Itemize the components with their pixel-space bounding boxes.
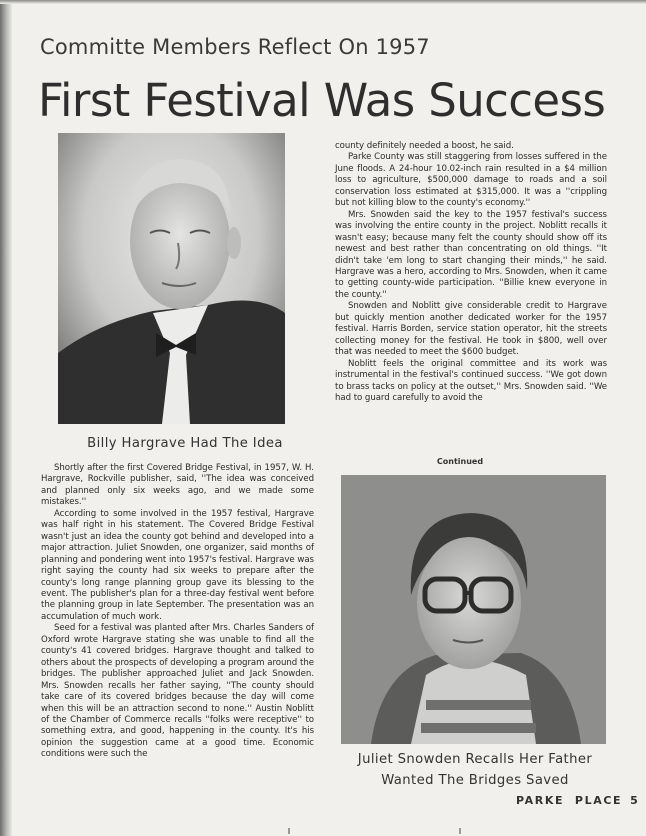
photo-caption	[330, 749, 620, 791]
page-number: 5	[630, 794, 640, 807]
scan-mark	[288, 828, 290, 834]
top-edge-shadow	[0, 0, 646, 4]
binding-shadow	[0, 0, 12, 836]
paragraph: Snowden and Noblitt give considerable credit to Hargrave but quickly mention another dedicated worker for the 1957 festival. Harris Borden, service station operator, hit the streets collecting money for the festival. He took in $800, well over that was needed to meet the $600 budget.	[335, 301, 607, 358]
paragraph: Seed for a festival was planted after Mrs. Charles Sanders of Oxford wrote Hargrave stating she was unable to find all the county's 41 covered bridges. Hargrave thought and talked to others about the prospects of developing a program around the bridges. The publisher approached Juliet and Jack Snowden. Mrs. Snowden recalls her father saying, ''The county should take care of its covered bridges because the day will come when this will be an attraction second to none.'' Austin Noblitt of the Chamber of Commerce recalls ''folks were receptive'' to something extra, and good, happening in the county. It's his opinion the suggestion came at a good time. Economic conditions were such the	[41, 623, 314, 760]
hargrave-portrait	[58, 133, 285, 424]
article-kicker: Committe Members Reflect On 1957	[40, 35, 430, 59]
caption-line: Wanted The Bridges Saved	[381, 773, 569, 788]
publication-name: PARKE PLACE	[516, 794, 623, 807]
caption-line: Juliet Snowden Recalls Her Father	[357, 752, 593, 767]
snowden-portrait	[341, 475, 606, 744]
paragraph: According to some involved in the 1957 festival, Hargrave was half right in his statement. The Covered Bridge Festival wasn't just an idea the county got behind and developed into a major attraction. Juliet Snowden, one organizer, said months of planning and pondering went into 1957's festival. Hargrave was right saying the county had six weeks to prepare after the county's long range planning group gave its blessing to the event. The publisher's plan for a three-day festival went before the planning group in late September. The presentation was an accumulation of much work.	[41, 508, 314, 622]
article-left-column	[41, 463, 314, 761]
paragraph: Parke County was still staggering from losses suffered in the June floods. A 24-hour 10.02-inch rain resulted in a $4 million loss to agriculture, $500,000 damage to roads and a soil conservation loss estimated at $315,000. It was a ''crippling but not killing blow to the county's economy.''	[335, 152, 607, 209]
photo-caption: Billy Hargrave Had The Idea	[87, 436, 283, 451]
paragraph: Mrs. Snowden said the key to the 1957 festival's success was involving the entire county in the project. Noblitt recalls it wasn't easy; because many felt the county should show off its newest and best rather than concentrating on old things. ''It didn't take 'em long to start changing their minds,'' he said. Hargrave was a hero, according to Mrs. Snowden, when it came to getting county-wide participation. ''Billie knew everyone in the county.''	[335, 209, 607, 300]
article-right-column	[335, 141, 607, 404]
continued-label: Continued	[436, 457, 484, 466]
article-headline: First Festival Was Success	[38, 74, 606, 127]
paragraph: Noblitt feels the original committee and its work was instrumental in the festival's continued success. ''We got down to brass tacks on policy at the outset,'' Mrs. Snowden said. ''We had to guard carefully to avoid the	[335, 358, 607, 403]
scan-mark	[459, 828, 461, 834]
portrait-photo-icon	[58, 133, 285, 424]
paragraph: county definitely needed a boost, he said.	[335, 141, 514, 151]
page-footer	[516, 794, 639, 807]
portrait-photo-icon	[341, 475, 606, 744]
paragraph: Shortly after the first Covered Bridge Festival, in 1957, W. H. Hargrave, Rockville publisher, said, ''The idea was conceived and planned only six weeks ago, and we made some mistakes.''	[41, 463, 314, 508]
